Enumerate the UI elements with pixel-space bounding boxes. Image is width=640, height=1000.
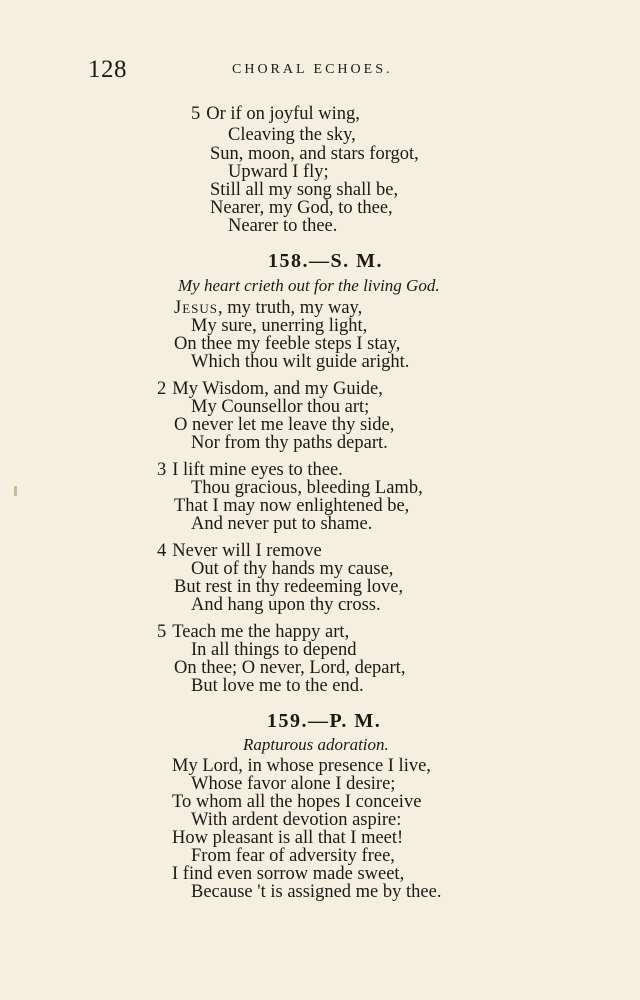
verse-line [157, 380, 383, 399]
page-number: 128 [88, 56, 127, 83]
verse-line [191, 105, 360, 124]
verse-text: I lift mine eyes to thee. [172, 460, 343, 480]
verse-line: That I may now enlightened be, [174, 496, 410, 516]
verse-number: 4 [157, 541, 167, 561]
verse-line: How pleasant is all that I meet! [172, 828, 404, 848]
verse-line: Thou gracious, bleeding Lamb, [191, 478, 423, 498]
hymn-159-subtitle: Rapturous adoration. [243, 735, 389, 754]
verse-line: My Counsellor thou art; [191, 397, 370, 417]
hymn-158-heading: 158.—S. M. [268, 250, 383, 272]
verse-line [157, 461, 343, 480]
paper-blemish [14, 486, 17, 496]
verse-line: My sure, unerring light, [191, 316, 368, 336]
verse-line: Out of thy hands my cause, [191, 559, 394, 579]
verse-line [157, 542, 322, 561]
verse-text: My Wisdom, and my Guide, [172, 379, 383, 399]
verse-number: 5 [191, 104, 201, 124]
verse-line: From fear of adversity free, [191, 846, 395, 866]
verse-text: , my truth, my way, [218, 298, 363, 318]
verse-number: 2 [157, 379, 167, 399]
verse-text: Or if on joyful wing, [206, 104, 360, 124]
verse-line: Nor from thy paths depart. [191, 433, 388, 453]
first-word: Jesus [174, 298, 218, 318]
verse-line [174, 299, 362, 318]
verse-line: In all things to depend [191, 640, 357, 660]
verse-line: My Lord, in whose presence I live, [172, 756, 431, 776]
hymn-159-heading: 159.—P. M. [267, 710, 382, 732]
verse-line: Whose favor alone I desire; [191, 774, 396, 794]
verse-line: Nearer to thee. [228, 216, 338, 236]
verse-line: With ardent devotion aspire: [191, 810, 402, 830]
verse-line: Upward I fly; [228, 162, 329, 182]
verse-line: And never put to shame. [191, 514, 373, 534]
hymn-158-subtitle: My heart crieth out for the living God. [178, 276, 440, 295]
verse-line: And hang upon thy cross. [191, 595, 381, 615]
verse-line: Because 't is assigned me by thee. [191, 882, 442, 902]
verse-line: Still all my song shall be, [210, 180, 399, 200]
verse-line: I find even sorrow made sweet, [172, 864, 405, 884]
verse-line: O never let me leave thy side, [174, 415, 395, 435]
verse-number: 3 [157, 460, 167, 480]
verse-text: Teach me the happy art, [172, 622, 350, 642]
running-head: CHORAL ECHOES. [232, 62, 393, 77]
verse-line: Which thou wilt guide aright. [191, 352, 410, 372]
verse-number: 5 [157, 622, 167, 642]
verse-line: But love me to the end. [191, 676, 364, 696]
verse-line: Cleaving the sky, [228, 125, 356, 145]
verse-line: On thee my feeble steps I stay, [174, 334, 401, 354]
verse-line: Sun, moon, and stars forgot, [210, 144, 419, 164]
verse-line [157, 623, 349, 642]
verse-text: Never will I remove [172, 541, 322, 561]
verse-line: Nearer, my God, to thee, [210, 198, 393, 218]
verse-line: On thee; O never, Lord, depart, [174, 658, 406, 678]
page-header [88, 56, 548, 86]
verse-line: To whom all the hopes I conceive [172, 792, 422, 812]
verse-line: But rest in thy redeeming love, [174, 577, 404, 597]
